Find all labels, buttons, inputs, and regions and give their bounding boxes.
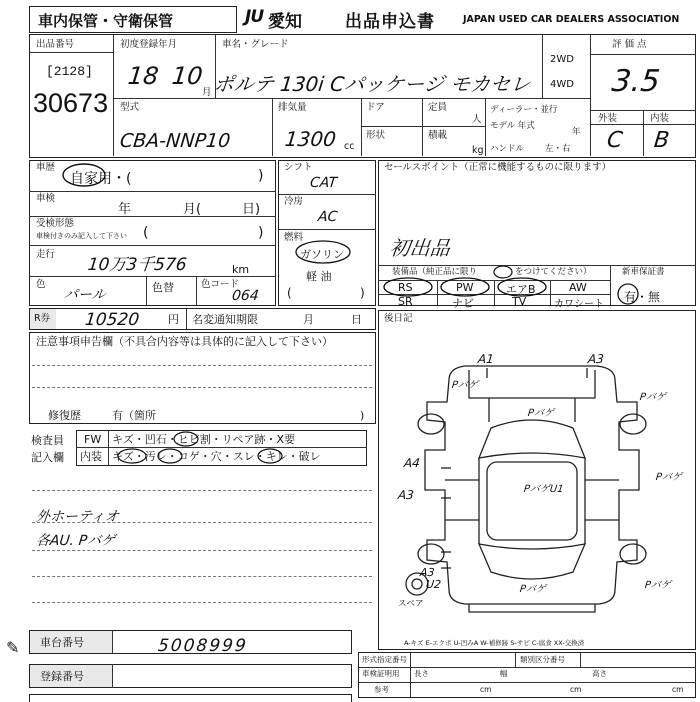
color-change-label: 色替 bbox=[152, 281, 174, 294]
shape-label: 形状 bbox=[366, 130, 386, 141]
shaken-label: 車検 bbox=[36, 193, 56, 204]
inspector-row2-tag: 内装 bbox=[80, 450, 102, 463]
mark-a3-front: A3 bbox=[587, 352, 605, 366]
capacity-label: 定員 bbox=[428, 102, 448, 113]
recycle-fee-value: 10520 bbox=[83, 310, 141, 330]
document-title-en: JAPAN USED CAR DEALERS ASSOCIATION bbox=[463, 14, 680, 25]
mark-side-right: Pバゲ bbox=[655, 472, 683, 483]
history-label: 車歴 bbox=[36, 162, 56, 173]
shaken-day: 日) bbox=[242, 202, 261, 217]
first-reg-year: 18 bbox=[126, 62, 161, 90]
damage-legend: A-キズ E-エクボ U-凹みA W-補修跡 S-サビ C-腐食 XX-交換済 bbox=[404, 639, 585, 647]
lot-number: 30673 bbox=[33, 88, 109, 118]
first-reg-label: 初度登録年月 bbox=[120, 39, 178, 50]
lot-sub-number: [2128] bbox=[46, 64, 93, 79]
warranty-circle bbox=[615, 281, 641, 307]
note-line-1: 外ホーティオ bbox=[35, 509, 120, 525]
color-label: 色 bbox=[36, 279, 46, 290]
cert-label: 車検証明用 bbox=[362, 669, 400, 678]
equip-aw: AW bbox=[569, 281, 587, 294]
mileage-unit: km bbox=[232, 263, 250, 276]
length-label: 長さ bbox=[414, 669, 429, 678]
drive-2wd: 2WD bbox=[550, 54, 574, 65]
kg-unit: kg bbox=[472, 145, 484, 156]
warranty-options: 有・無 bbox=[624, 290, 661, 304]
equip-leather-seat: カワシート bbox=[554, 299, 604, 310]
length-unit: cm bbox=[480, 685, 492, 694]
car-name-value: ポルテ 130i Cパッケージ モカセレ bbox=[212, 72, 532, 96]
equip-navi: ナビ bbox=[452, 297, 474, 310]
mark-a4-side: A4 bbox=[403, 456, 421, 470]
title-change-month: 月 bbox=[303, 313, 314, 326]
receive-open: ( bbox=[143, 225, 149, 241]
displacement-value: 1300 bbox=[283, 127, 338, 151]
equip-pw: PW bbox=[456, 281, 474, 294]
shift-label: シフト bbox=[284, 162, 313, 173]
org-name: 愛知 bbox=[268, 12, 302, 32]
mark-hood: Pバゲ bbox=[527, 408, 555, 419]
year-unit: 年 bbox=[572, 127, 581, 137]
equip-tv: TV bbox=[512, 295, 527, 308]
inspector-row2: キズ・汚レ・コゲ・穴・スレ・キレ・破レ bbox=[112, 450, 321, 463]
car-name-label: 車名・グレード bbox=[222, 39, 289, 50]
equipment-label: 装備品（純正品に限り bbox=[392, 267, 478, 277]
fuel-label: 燃料 bbox=[284, 232, 304, 243]
ref-label: 参考 bbox=[374, 685, 389, 694]
doors-label: ドア bbox=[366, 102, 385, 113]
inspector-label-1: 検査員 bbox=[31, 434, 64, 447]
first-reg-month-suffix: 月 bbox=[202, 87, 212, 98]
spare-label: スペア bbox=[398, 599, 424, 609]
fuel-gasoline: ガソリン bbox=[300, 248, 344, 261]
storage-tags: 車内保管・守衛保管 bbox=[38, 12, 174, 30]
rating-score: 3.5 bbox=[610, 64, 662, 99]
handle-label: ハンドル bbox=[490, 144, 525, 154]
mark-rear-left: Pバゲ bbox=[519, 584, 547, 595]
title-change-day: 日 bbox=[351, 313, 362, 326]
width-unit: cm bbox=[570, 685, 582, 694]
history-close: ) bbox=[258, 168, 264, 184]
height-unit: cm bbox=[672, 685, 684, 694]
mark-a1-front: A1 bbox=[477, 352, 495, 366]
shaken-year: 年 bbox=[118, 202, 132, 217]
mark-front-right: Pバゲ bbox=[639, 392, 667, 403]
history-circle bbox=[60, 160, 108, 188]
mark-a3-rear: A3 bbox=[419, 566, 436, 579]
rating-label: 評価点 bbox=[612, 39, 650, 50]
width-label: 幅 bbox=[500, 669, 508, 678]
first-reg-month: 10 bbox=[170, 62, 205, 90]
color-code-label: 色コード bbox=[201, 279, 240, 290]
person-unit: 人 bbox=[472, 114, 482, 125]
mileage-label: 走行 bbox=[36, 249, 56, 260]
handle-value: 左・右 bbox=[545, 144, 571, 154]
color-code-value: 064 bbox=[231, 288, 260, 304]
equipment-label-suffix: をつけてください） bbox=[515, 267, 592, 277]
document-title: 出品申込書 bbox=[345, 12, 435, 32]
history-value: 自家用・( bbox=[70, 171, 132, 187]
model-value: CBA-NNP10 bbox=[118, 130, 232, 152]
form-number-label: 形式指定番号 bbox=[362, 655, 407, 664]
equip-airbag: エアB bbox=[506, 283, 536, 296]
mileage-value: 10万3千576 bbox=[86, 255, 188, 275]
class-number-label: 類別区分番号 bbox=[520, 655, 565, 664]
load-label: 積載 bbox=[428, 130, 448, 141]
pen-scribble: ✎ bbox=[6, 638, 20, 657]
sales-point-label: セールスポイント（正常に機能するものに限ります） bbox=[384, 162, 612, 173]
shift-value: CAT bbox=[309, 175, 338, 191]
fuel-other-close: ) bbox=[360, 286, 365, 300]
warranty-label: 新車保証書 bbox=[622, 267, 665, 277]
recycle-fee-label: R券 bbox=[34, 313, 51, 324]
chassis-value: 5008999 bbox=[156, 636, 249, 656]
interior-grade: B bbox=[652, 128, 671, 153]
displacement-label: 排気量 bbox=[278, 102, 307, 113]
shaken-month: 月( bbox=[183, 202, 202, 217]
title-change-label: 名変通知期限 bbox=[192, 313, 258, 326]
fuel-other-open: ( bbox=[287, 286, 292, 300]
inspector-circles bbox=[108, 430, 368, 466]
recycle-fee-unit: 円 bbox=[168, 313, 179, 326]
model-label: 型式 bbox=[120, 102, 140, 113]
repair-value: 有（箇所 bbox=[112, 409, 156, 422]
equip-sr: SR bbox=[398, 295, 413, 308]
mark-front-left: Pバゲ bbox=[451, 380, 479, 391]
cc-unit: cc bbox=[344, 141, 355, 152]
equip-rs: RS bbox=[398, 281, 413, 294]
receive-note: 車検付きのみ記入して下さい bbox=[36, 232, 127, 240]
exterior-grade: C bbox=[605, 128, 624, 153]
repair-close: ) bbox=[360, 409, 365, 422]
model-year-label: モデル 年式 bbox=[490, 121, 535, 131]
sales-point-value: 初出品 bbox=[388, 236, 452, 260]
mark-roof: PバゲU1 bbox=[523, 484, 565, 495]
height-label: 高さ bbox=[592, 669, 607, 678]
fuel-circle bbox=[294, 238, 352, 266]
receive-label: 受検形態 bbox=[36, 218, 75, 229]
color-value: パール bbox=[63, 287, 107, 303]
inspector-row1-tag: FW bbox=[84, 433, 102, 446]
interior-label: 内装 bbox=[650, 113, 670, 124]
inspector-label-2: 記入欄 bbox=[31, 451, 64, 464]
auction-history-label: 後日記 bbox=[384, 313, 413, 324]
cooler-value: AC bbox=[317, 209, 339, 225]
drive-4wd: 4WD bbox=[550, 79, 574, 90]
repair-label: 修復歴 bbox=[48, 409, 81, 422]
cooler-label: 冷房 bbox=[284, 196, 304, 207]
equip-circles bbox=[378, 276, 610, 298]
mark-a3-side: A3 bbox=[397, 488, 415, 502]
mark-u2-rear: U2 bbox=[425, 578, 442, 591]
dealer-label: ディーラー・並行 bbox=[490, 105, 558, 115]
fuel-diesel: 軽 油 bbox=[306, 270, 332, 283]
ju-logo: JU bbox=[245, 7, 264, 27]
note-line-2: 各AU. Pバゲ bbox=[35, 533, 116, 549]
inspector-row1: キズ・凹石・ヒビ割・リペア跡・X要 bbox=[112, 433, 296, 446]
notes-label: 注意事項申告欄（不具合内容等は具体的に記入して下さい） bbox=[36, 335, 333, 348]
exterior-label: 外装 bbox=[598, 113, 618, 124]
chassis-label: 車台番号 bbox=[40, 636, 84, 649]
mark-rear-right: Pバゲ bbox=[644, 580, 672, 591]
reg-label: 登録番号 bbox=[40, 670, 84, 683]
receive-close: ) bbox=[258, 225, 264, 241]
lot-number-label: 出品番号 bbox=[36, 39, 75, 50]
